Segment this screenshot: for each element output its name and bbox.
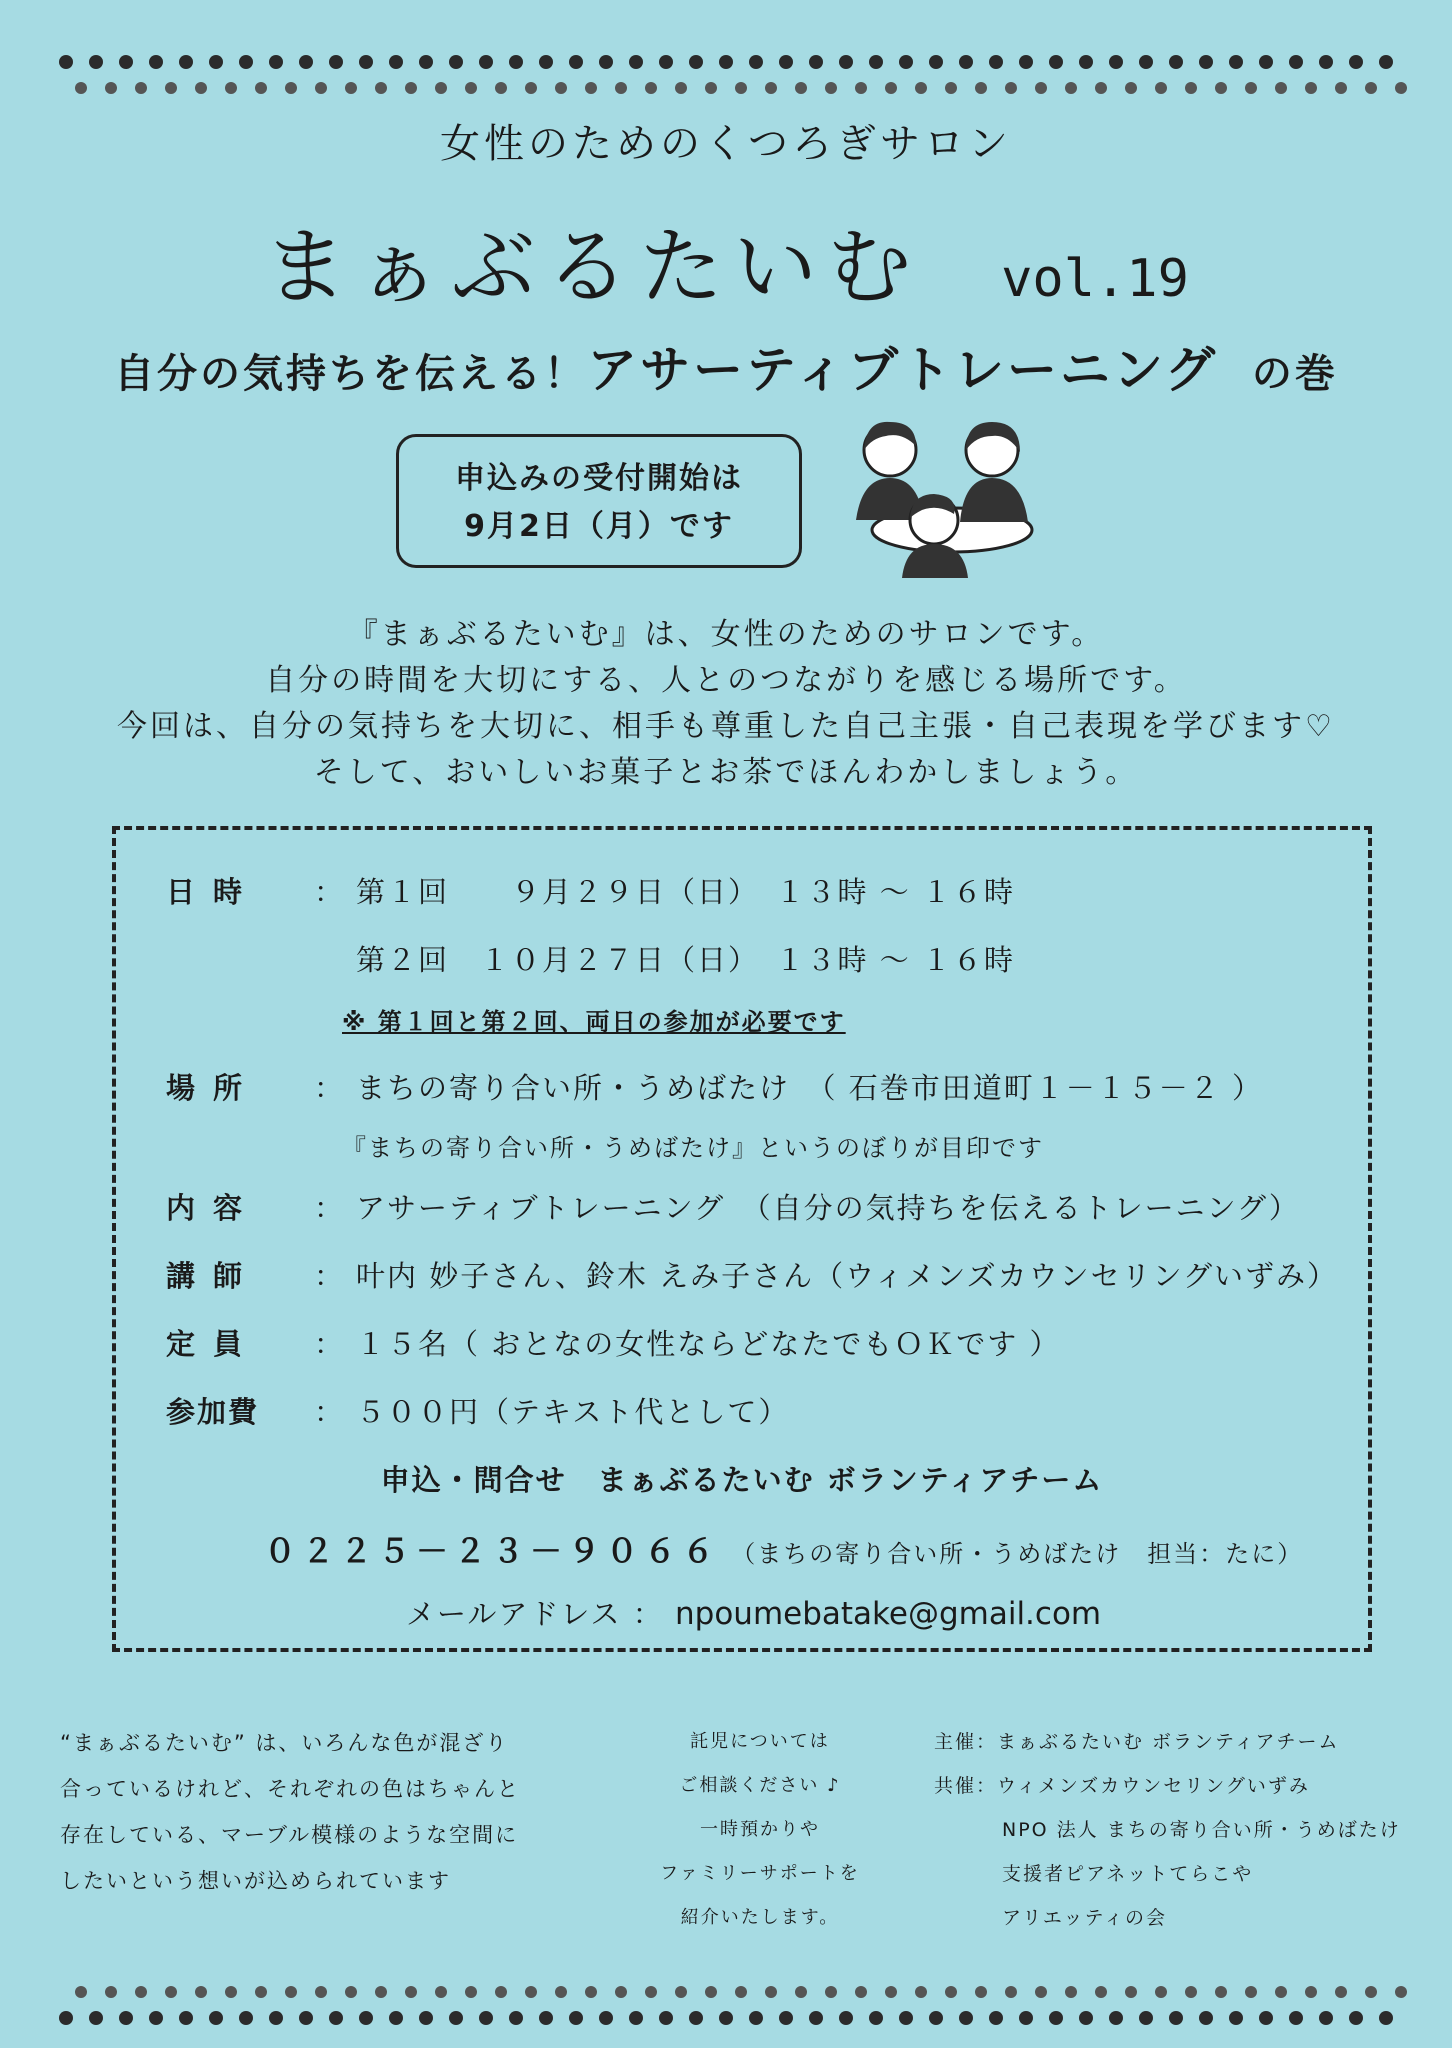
place-value: まちの寄り合い所・うめばたけ （ 石巻市田道町１－１５－２ ） <box>356 1071 1263 1105</box>
phone-row <box>264 1526 1303 1572</box>
content-row: 内容 ： アサーティブトレーニング （自分の気持ちを伝えるトレーニング） <box>166 1186 1300 1227</box>
application-notice-box <box>396 434 802 568</box>
content-label: 内容 <box>166 1191 261 1225</box>
main-title: まぁぶるたいむ <box>263 218 922 316</box>
concept-line: したいという想いが込められています <box>60 1869 451 1893</box>
concept-line: “まぁぶるたいむ” は、いろんな色が混ざり <box>60 1731 509 1755</box>
concept-line: 合っているけれど、それぞれの色はちゃんと <box>60 1777 520 1801</box>
phone-note: （まちの寄り合い所・うめばたけ 担当：たに） <box>731 1540 1304 1568</box>
bottom-dot-border <box>56 1980 1416 2032</box>
cosponsor: 支援者ピアネットてらこや <box>1002 1863 1254 1885</box>
email-row <box>406 1592 1101 1633</box>
title-row <box>0 200 1452 321</box>
session-1: 第１回 ９月２９日（日） １３時 ～ １６時 <box>356 875 1015 909</box>
organizer: 主催：まぁぶるたいむ ボランティアチーム <box>934 1731 1340 1753</box>
theme-prefix: 自分の気持ちを伝える！ <box>114 351 588 397</box>
women-chatting-illustration <box>842 410 1042 580</box>
childcare-line: ファミリーサポートを <box>660 1863 860 1884</box>
fee-row: 参加費 ： ５００円（テキスト代として） <box>166 1390 789 1431</box>
lecturer-row: 講師 ： 叶内 妙子さん、鈴木 えみ子さん（ウィメンズカウンセリングいずみ） <box>166 1254 1338 1295</box>
childcare-line: 託児については <box>690 1731 830 1752</box>
theme-heading <box>0 330 1452 402</box>
date-label: 日時 <box>166 875 261 909</box>
place-label: 場所 <box>166 1071 261 1105</box>
lecturer-value: 叶内 妙子さん、鈴木 えみ子さん（ウィメンズカウンセリングいずみ） <box>356 1259 1338 1293</box>
intro-line: 自分の時間を大切にする、人とのつながりを感じる場所です。 <box>265 663 1187 698</box>
date-note: ※ 第１回と第２回、両日の参加が必要です <box>342 1008 846 1036</box>
email-label: メールアドレス ： <box>406 1597 664 1631</box>
intro-text <box>0 612 1452 796</box>
capacity-row: 定員 ： １５名（ おとなの女性ならどなたでもＯＫです ） <box>166 1322 1060 1363</box>
top-dot-border <box>56 50 1416 102</box>
capacity-label: 定員 <box>166 1327 261 1361</box>
childcare-line: ご相談ください ♪ <box>679 1775 841 1796</box>
childcare-line: 紹介いたします。 <box>680 1907 840 1928</box>
event-details-box <box>112 826 1372 1652</box>
lecturer-label: 講師 <box>166 1259 261 1293</box>
intro-line: そして、おいしいお菓子とお茶でほんわかしましょう。 <box>313 755 1139 790</box>
cosponsor: アリエッティの会 <box>1002 1907 1167 1929</box>
capacity-value: １５名（ おとなの女性ならどなたでもＯＫです ） <box>356 1327 1061 1361</box>
phone-number: ０２２５－２３－９０６６ <box>264 1532 721 1570</box>
organizers <box>934 1720 1414 1940</box>
place-note: 『まちの寄り合い所・うめばたけ』というのぼりが目印です <box>342 1134 1044 1162</box>
email-address[interactable]: npoumebatake@gmail.com <box>675 1596 1102 1632</box>
fee-label: 参加費 <box>166 1395 260 1429</box>
childcare-line: 一時預かりや <box>700 1819 820 1840</box>
concept-line: 存在している、マーブル模様のような空間に <box>60 1823 519 1847</box>
childcare-note <box>630 1720 890 1940</box>
salon-subtitle: 女性のためのくつろぎサロン <box>440 121 1012 167</box>
intro-line: 『まぁぶるたいむ』は、女性のためのサロンです。 <box>347 617 1105 652</box>
session-2: 第２回 １０月２７日（日） １３時 ～ １６時 <box>356 943 1015 977</box>
date-row: 日時 ： 第１回 ９月２９日（日） １３時 ～ １６時 <box>166 870 1015 911</box>
place-row: 場所 ： まちの寄り合い所・うめばたけ （ 石巻市田道町１－１５－２ ） <box>166 1066 1263 1107</box>
theme-suffix: の巻 <box>1251 351 1338 397</box>
content-value: アサーティブトレーニング （自分の気持ちを伝えるトレーニング） <box>356 1191 1300 1225</box>
session-2-row <box>356 938 1015 979</box>
fee-value: ５００円（テキスト代として） <box>356 1395 790 1429</box>
intro-line: 今回は、自分の気持ちを大切に、相手も尊重した自己主張・自己表現を学びます♡ <box>117 709 1335 744</box>
cosponsor: 共催：ウィメンズカウンセリングいずみ <box>934 1775 1310 1797</box>
notice-line-2: 9月2日（月）です <box>464 509 734 544</box>
volume-number: vol.19 <box>1001 249 1189 309</box>
notice-line-1: 申込みの受付開始は <box>455 461 743 496</box>
cosponsor: NPO 法人 まちの寄り合い所・うめばたけ <box>1002 1819 1401 1841</box>
salon-concept-text <box>60 1720 620 1904</box>
theme-main: アサーティブトレーニング <box>587 341 1219 399</box>
contact-title: 申込・問合せ まぁぶるたいむ ボランティアチーム <box>380 1463 1104 1497</box>
